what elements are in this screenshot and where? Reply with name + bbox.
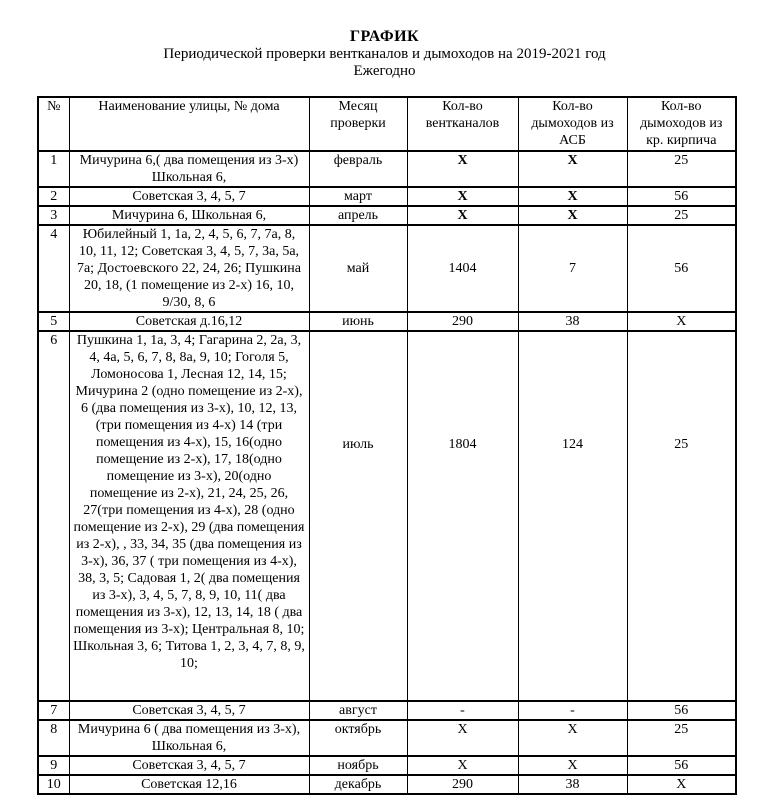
cell-address: Советская 12,16 <box>69 775 309 794</box>
cell-address: Советская 3, 4, 5, 7 <box>69 187 309 206</box>
table-row <box>38 331 736 701</box>
cell-asb-count: Х <box>518 756 627 775</box>
cell-address: Мичурина 6,( два помещения из 3-х) Школьная 6, <box>69 151 309 187</box>
cell-ventcount: Х <box>407 206 518 225</box>
cell-month: октябрь <box>309 720 407 756</box>
cell-asb-count: Х <box>518 187 627 206</box>
table-row <box>38 312 736 331</box>
cell-ventcount: Х <box>407 151 518 187</box>
cell-asb-count: Х <box>518 720 627 756</box>
cell-address: Мичурина 6, Школьная 6, <box>69 206 309 225</box>
cell-ventcount: Х <box>407 187 518 206</box>
col-header-asb-count: Кол-во дымоходов из АСБ <box>518 97 627 151</box>
cell-asb-count: 38 <box>518 312 627 331</box>
cell-ventcount: - <box>407 701 518 720</box>
table-header-row <box>38 97 736 151</box>
cell-ventcount: 290 <box>407 775 518 794</box>
cell-month: апрель <box>309 206 407 225</box>
cell-asb-count: Х <box>518 151 627 187</box>
table-row <box>38 701 736 720</box>
cell-month: июль <box>309 331 407 701</box>
inspection-schedule-table <box>37 96 737 795</box>
cell-brick-count: 25 <box>627 206 736 225</box>
cell-month: март <box>309 187 407 206</box>
cell-brick-count: Х <box>627 312 736 331</box>
col-header-brick-count: Кол-во дымоходов из кр. кирпича <box>627 97 736 151</box>
cell-address: Мичурина 6 ( два помещения из 3-х), Школьная 6, <box>69 720 309 756</box>
cell-address: Советская 3, 4, 5, 7 <box>69 756 309 775</box>
cell-brick-count: Х <box>627 775 736 794</box>
cell-row-number: 2 <box>38 187 69 206</box>
cell-month: август <box>309 701 407 720</box>
cell-month: ноябрь <box>309 756 407 775</box>
cell-ventcount: Х <box>407 756 518 775</box>
document-period-label: Ежегодно <box>353 63 416 79</box>
table-row <box>38 151 736 187</box>
document-title: ГРАФИК <box>349 28 420 45</box>
cell-month: май <box>309 225 407 312</box>
document-subtitle: Периодической проверки вентканалов и дымоходов на 2019-2021 год <box>163 46 606 62</box>
cell-brick-count: 56 <box>627 225 736 312</box>
cell-row-number: 10 <box>38 775 69 794</box>
cell-month: июнь <box>309 312 407 331</box>
cell-ventcount: 1404 <box>407 225 518 312</box>
cell-address: Советская 3, 4, 5, 7 <box>69 701 309 720</box>
cell-asb-count: - <box>518 701 627 720</box>
cell-brick-count: 56 <box>627 756 736 775</box>
table-row <box>38 775 736 794</box>
cell-address: Советская д.16,12 <box>69 312 309 331</box>
cell-asb-count: Х <box>518 206 627 225</box>
table-row <box>38 206 736 225</box>
col-header-number: № <box>38 97 69 151</box>
cell-row-number: 3 <box>38 206 69 225</box>
cell-row-number: 9 <box>38 756 69 775</box>
cell-asb-count: 38 <box>518 775 627 794</box>
cell-ventcount: 290 <box>407 312 518 331</box>
table-row <box>38 187 736 206</box>
cell-asb-count: 7 <box>518 225 627 312</box>
cell-brick-count: 25 <box>627 151 736 187</box>
col-header-street: Наименование улицы, № дома <box>69 97 309 151</box>
cell-brick-count: 56 <box>627 701 736 720</box>
cell-month: февраль <box>309 151 407 187</box>
col-header-month: Месяц проверки <box>309 97 407 151</box>
cell-brick-count: 56 <box>627 187 736 206</box>
cell-row-number: 7 <box>38 701 69 720</box>
cell-brick-count: 25 <box>627 331 736 701</box>
table-row <box>38 756 736 775</box>
table-row <box>38 720 736 756</box>
cell-row-number: 4 <box>38 225 69 312</box>
cell-ventcount: Х <box>407 720 518 756</box>
cell-row-number: 6 <box>38 331 69 701</box>
cell-asb-count: 124 <box>518 331 627 701</box>
col-header-ventcount: Кол-во вентканалов <box>407 97 518 151</box>
cell-ventcount: 1804 <box>407 331 518 701</box>
table-row <box>38 225 736 312</box>
document-header <box>0 28 769 80</box>
cell-address: Юбилейный 1, 1а, 2, 4, 5, 6, 7, 7а, 8, 10, 11, 12; Советская 3, 4, 5, 7, 3а, 5а, 7а; Достоевского 22, 24, 26; Пушкина 20, 18, (1 помещение из 2-х) 16, 10, 9/30, 8, 6 <box>69 225 309 312</box>
cell-row-number: 8 <box>38 720 69 756</box>
cell-brick-count: 25 <box>627 720 736 756</box>
cell-row-number: 5 <box>38 312 69 331</box>
cell-address: Пушкина 1, 1а, 3, 4; Гагарина 2, 2а, 3, 4, 4а, 5, 6, 7, 8, 8а, 9, 10; Гоголя 5, Ломоносова 1, Лесная 12, 14, 15; Мичурина 2 (одно помещение из 2-х), 6 (два помещения из 3-х), 10, 12, 13,(три помещения из 4-х) 14 (три помещения из 4-х), 15, 16(одно помещение из 2-х), 17, 18(одно помещение из 3-х), 20(одно помещение из 2-х), 21, 24, 25, 26, 27(три помещения из 4-х), 28 (одно помещение из 2-х), 29 (два помещения из 2-х), , 33, 34, 35 (два помещения из 3-х), 36, 37 ( три помещения из 4-х), 38, 3, 5; Садовая 1, 2( два помещения из 3-х), 3, 4, 5, 7, 8, 9, 10, 11( два помещения из 3-х), 12, 13, 14, 18 ( два помещения из 3-х); Центральная 8, 10; Школьная 3, 6; Титова 1, 2, 3, 4, 7, 8, 9, 10; <box>69 331 309 701</box>
cell-month: декабрь <box>309 775 407 794</box>
cell-row-number: 1 <box>38 151 69 187</box>
